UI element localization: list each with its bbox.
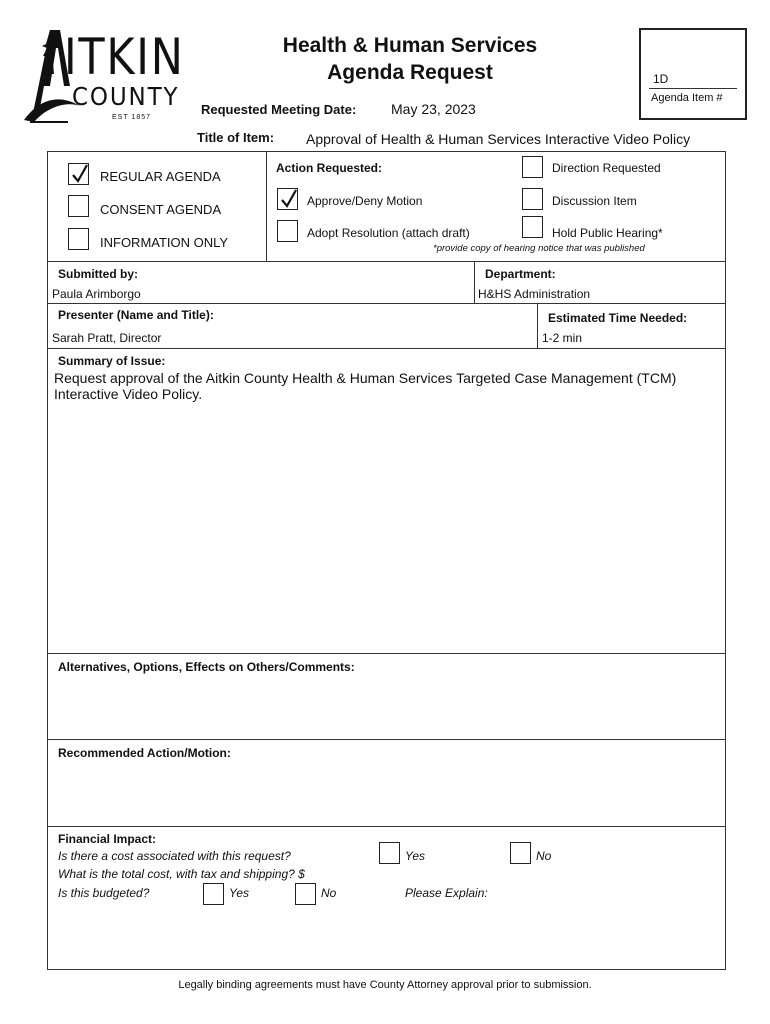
information-only-checkbox[interactable] xyxy=(68,228,89,250)
consent-agenda-checkbox[interactable] xyxy=(68,195,89,217)
divider xyxy=(266,151,267,261)
approve-deny-checkbox[interactable] xyxy=(277,188,298,210)
agenda-item-value: 1D xyxy=(653,72,669,86)
agenda-item-label: Agenda Item # xyxy=(651,92,723,104)
cost-question: Is there a cost associated with this request? xyxy=(58,849,291,863)
department-label: Department: xyxy=(485,267,556,281)
divider xyxy=(47,739,726,740)
logo-est: EST 1857 xyxy=(112,114,152,121)
hold-public-hearing-checkbox[interactable] xyxy=(522,216,543,238)
county-logo xyxy=(20,26,185,126)
item-title-label: Title of Item: xyxy=(197,130,275,145)
department-value: H&HS Administration xyxy=(478,287,591,301)
divider xyxy=(47,303,726,304)
budgeted-no-checkbox[interactable] xyxy=(295,883,316,905)
divider xyxy=(537,303,538,348)
presenter-label: Presenter (Name and Title): xyxy=(58,308,214,322)
adopt-resolution-label: Adopt Resolution (attach draft) xyxy=(307,226,470,240)
checkmark-icon xyxy=(279,189,299,209)
cost-no-checkbox[interactable] xyxy=(510,842,531,864)
please-explain-label: Please Explain: xyxy=(405,886,488,900)
divider xyxy=(47,826,726,827)
agenda-item-box xyxy=(639,28,747,120)
budgeted-question: Is this budgeted? xyxy=(58,886,150,900)
hold-public-hearing-label: Hold Public Hearing* xyxy=(552,226,663,240)
logo-word-bottom: COUNTY xyxy=(72,82,180,111)
logo-word-top: ITKIN xyxy=(64,28,185,86)
footer-note: Legally binding agreements must have County Attorney approval prior to submission. xyxy=(178,979,592,991)
divider xyxy=(47,261,726,262)
checkmark-icon xyxy=(70,164,90,184)
budgeted-yes-checkbox[interactable] xyxy=(203,883,224,905)
meeting-date-label: Requested Meeting Date: xyxy=(201,102,357,117)
agenda-item-underline xyxy=(649,88,737,89)
alternatives-label: Alternatives, Options, Effects on Others/Comments: xyxy=(58,660,355,674)
presenter-value: Sarah Pratt, Director xyxy=(52,331,162,345)
total-cost-question: What is the total cost, with tax and shipping? $ xyxy=(58,867,305,881)
action-requested-label: Action Requested: xyxy=(276,161,383,175)
summary-label: Summary of Issue: xyxy=(58,354,166,368)
budgeted-yes-label: Yes xyxy=(229,886,250,900)
summary-text: Request approval of the Aitkin County Health & Human Services Targeted Case Management (TCM) Interactive Video Policy. xyxy=(54,370,677,402)
cost-yes-checkbox[interactable] xyxy=(379,842,400,864)
financial-impact-label: Financial Impact: xyxy=(58,832,157,846)
hearing-note: *provide copy of hearing notice that was published xyxy=(433,243,645,254)
budgeted-no-label: No xyxy=(321,886,337,900)
divider xyxy=(47,653,726,654)
submitted-by-label: Submitted by: xyxy=(58,267,138,281)
submitted-by-value: Paula Arimborgo xyxy=(52,287,141,301)
direction-requested-label: Direction Requested xyxy=(552,161,661,175)
item-title-value: Approval of Health & Human Services Interactive Video Policy xyxy=(306,131,691,147)
divider xyxy=(47,348,726,349)
direction-requested-checkbox[interactable] xyxy=(522,156,543,178)
consent-agenda-label: CONSENT AGENDA xyxy=(100,202,222,217)
information-only-label: INFORMATION ONLY xyxy=(100,235,229,250)
regular-agenda-label: REGULAR AGENDA xyxy=(100,169,221,184)
adopt-resolution-checkbox[interactable] xyxy=(277,220,298,242)
divider xyxy=(474,261,475,303)
approve-deny-label: Approve/Deny Motion xyxy=(307,194,423,208)
meeting-date-value: May 23, 2023 xyxy=(391,101,476,117)
time-needed-value: 1-2 min xyxy=(542,331,583,345)
time-needed-label: Estimated Time Needed: xyxy=(548,311,688,325)
cost-no-label: No xyxy=(536,849,552,863)
regular-agenda-checkbox[interactable] xyxy=(68,163,89,185)
discussion-item-label: Discussion Item xyxy=(552,194,637,208)
recommended-label: Recommended Action/Motion: xyxy=(58,746,231,760)
discussion-item-checkbox[interactable] xyxy=(522,188,543,210)
page-title-line2: Agenda Request xyxy=(327,61,493,84)
cost-yes-label: Yes xyxy=(405,849,426,863)
page-title-line1: Health & Human Services xyxy=(282,34,538,57)
